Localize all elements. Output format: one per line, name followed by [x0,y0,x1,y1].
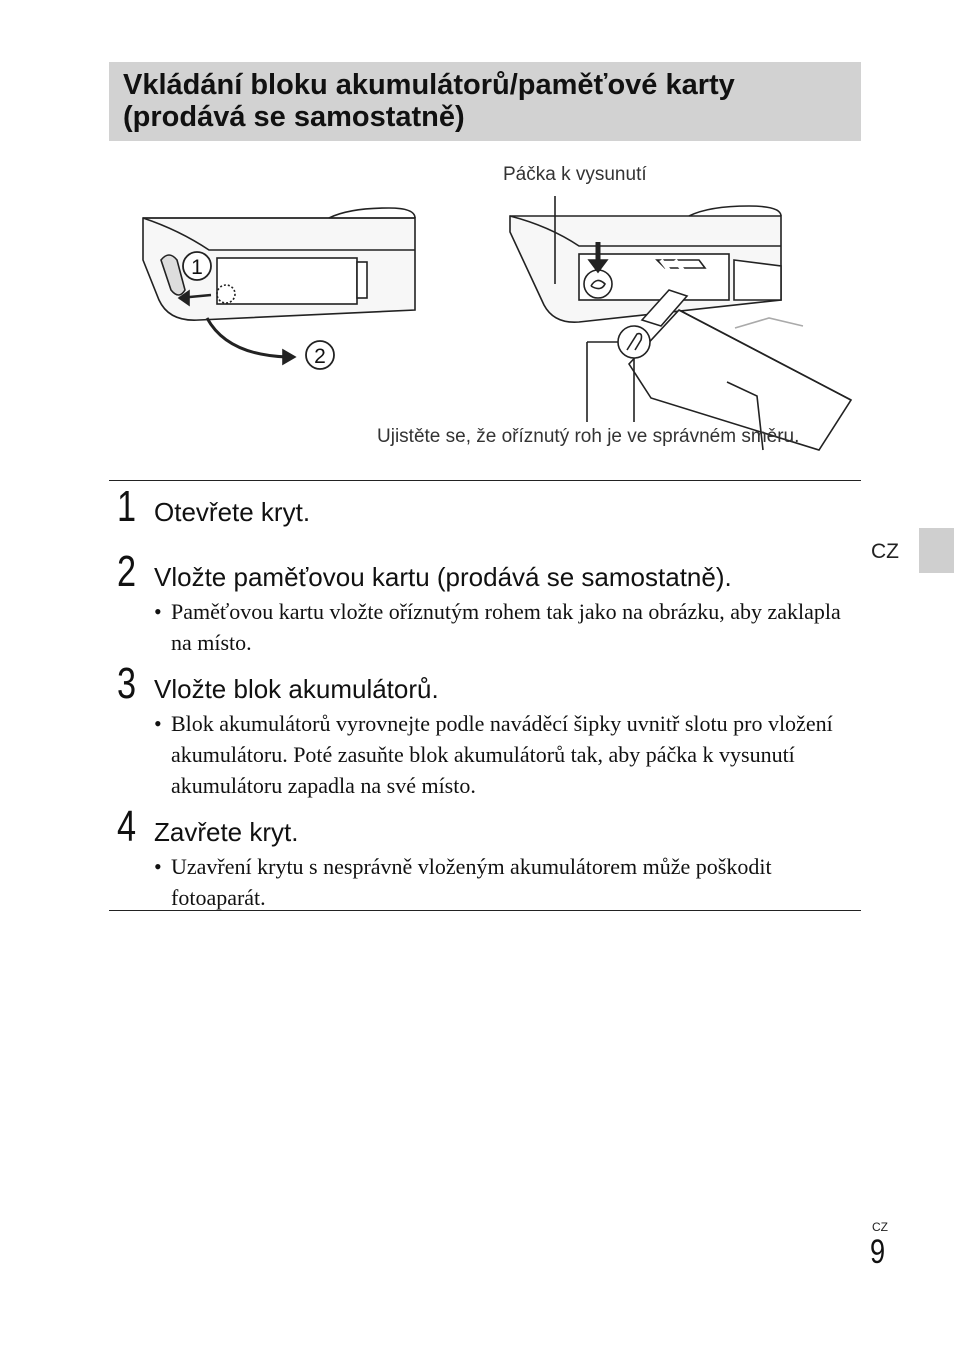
step-2-number: 2 [117,547,137,596]
section-title [123,69,847,133]
section-title-line-1: Vkládání bloku akumulátorů/paměťové karty [123,69,735,101]
eject-lever-label: Páčka k vysunutí [503,164,647,185]
bullet-mark: • [154,854,162,879]
left-camera-drawing [143,208,415,369]
step-1-number: 1 [117,482,137,531]
cut-corner-label: Ujistěte se, že oříznutý roh je ve správném směru. [377,426,800,447]
steps-bottom-rule [109,910,861,911]
step-4-number: 4 [117,802,137,851]
right-camera-drawing [510,196,851,450]
camera-illustration [109,150,869,470]
step-2-title: Vložte paměťovou kartu (prodává se samostatně). [154,562,732,592]
steps-top-rule [109,480,861,481]
eject-lever-circle [584,270,612,298]
step-3-note-text: Blok akumulátorů vyrovnejte podle naváděcí šipky uvnitř slotu pro vložení akumulátoru. Poté zasuňte blok akumulátorů tak, aby páčka k vysunutí akumulátoru zapadla na své místo. [171,711,833,798]
section-title-box [109,62,861,141]
step-3-number: 3 [117,659,137,708]
callout-2: 2 [314,345,326,368]
step-1-title: Otevřete kryt. [154,497,311,527]
step-3-title: Vložte blok akumulátorů. [154,674,439,704]
bullet-mark: • [154,599,162,624]
step-2-note [154,596,859,658]
step-3-note [154,708,859,801]
insertion-illustration [109,150,869,470]
page-language-code: CZ [872,1220,888,1234]
callout-1: 1 [191,256,203,279]
side-language-tab [919,528,954,573]
step-4-note-text: Uzavření krytu s nesprávně vloženým akumulátorem může poškodit fotoaparát. [171,854,772,910]
bullet-mark: • [154,711,162,736]
step-4-title: Zavřete kryt. [154,817,299,847]
side-language-label: CZ [871,540,899,563]
step-2-note-text: Paměťovou kartu vložte oříznutým rohem tak jako na obrázku, aby zaklapla na místo. [171,599,841,655]
step-4-note [154,851,859,913]
page-number: 9 [870,1233,886,1271]
section-title-line-2: (prodává se samostatně) [123,101,465,133]
cut-corner-circle [618,326,650,358]
